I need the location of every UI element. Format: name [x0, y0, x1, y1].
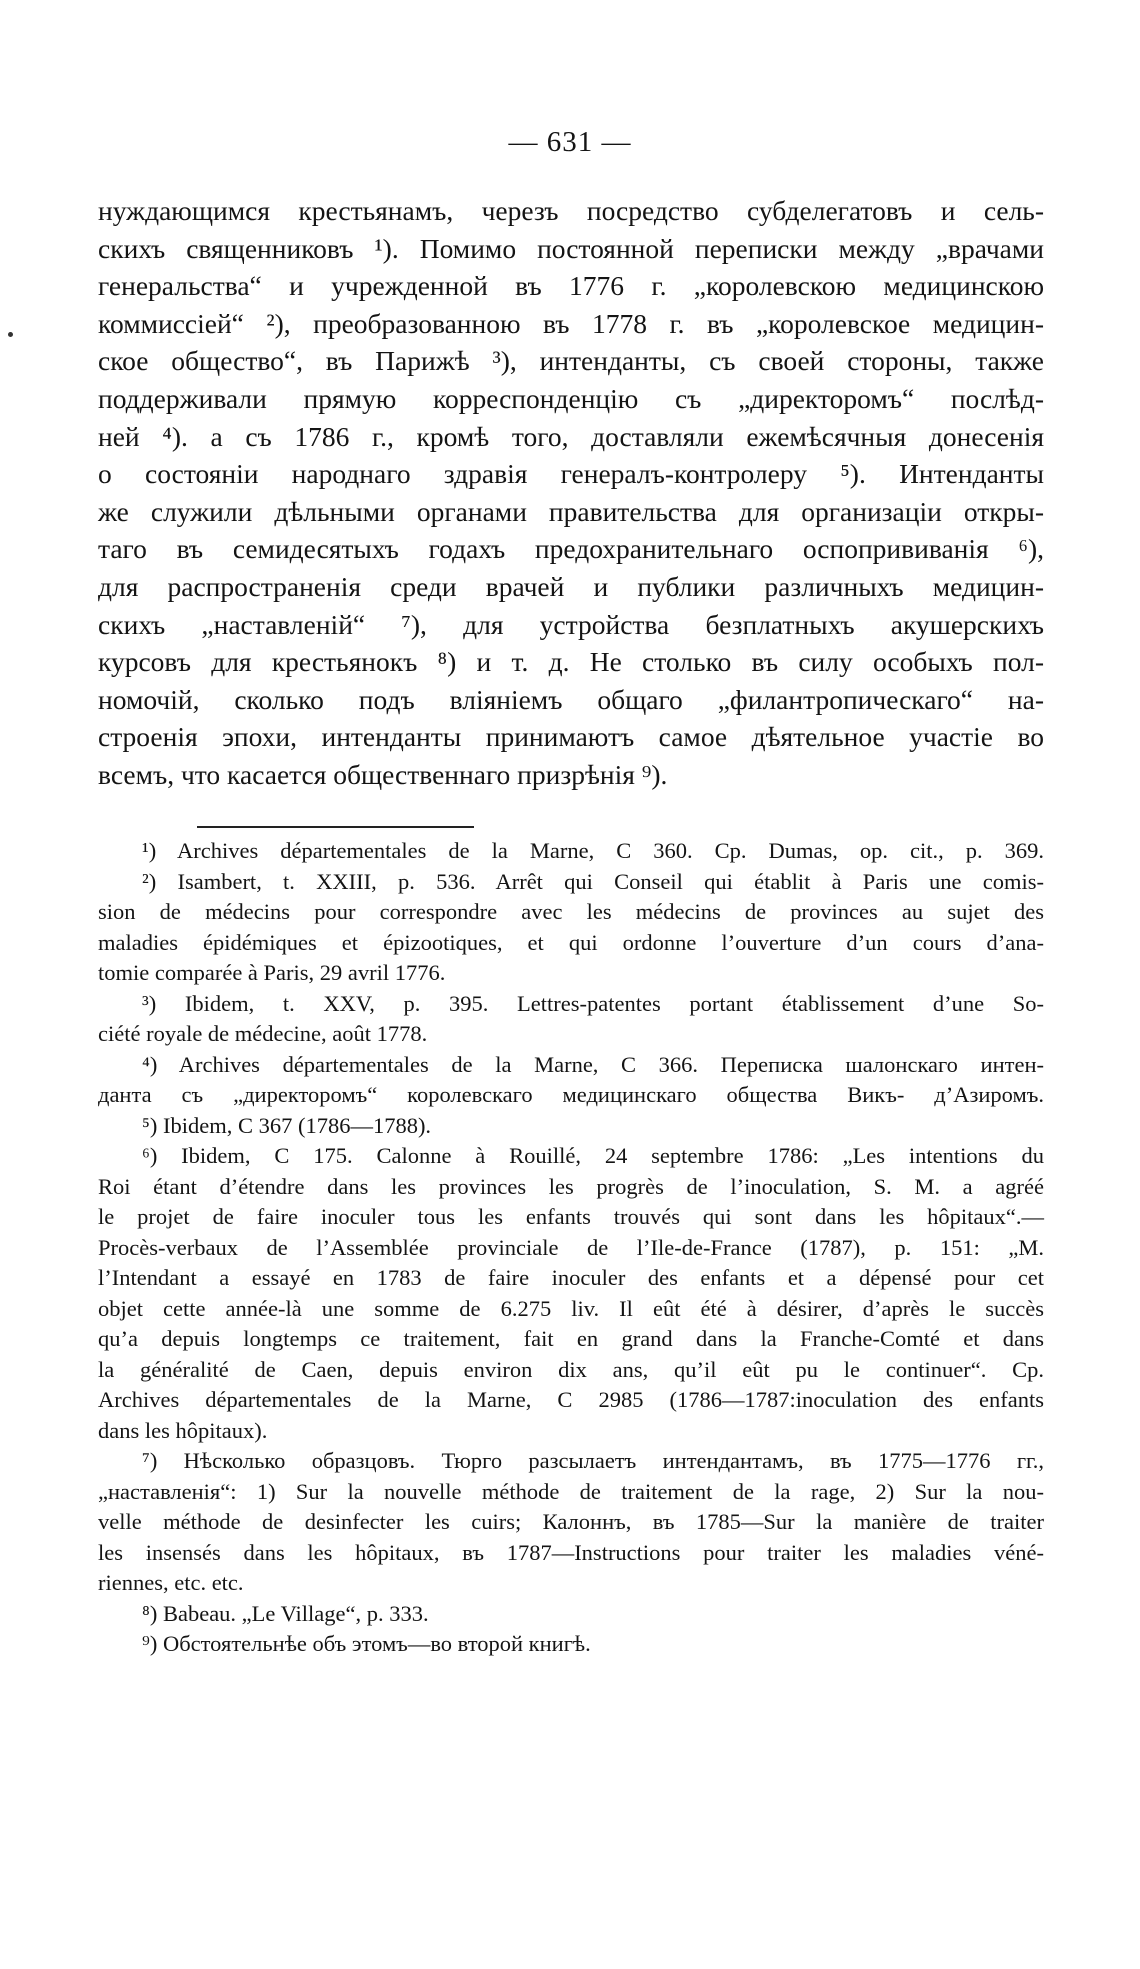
footnote-line: ⁴) Archives départementales de la Marne, C 366. Переписка шалонскаго интен- — [142, 1051, 1044, 1077]
footnote-line: l’Intendant a essayé en 1783 de faire inoculer des enfants et a dépensé pour cet — [98, 1265, 1044, 1290]
text-line: же служили дѣльными органами правительства для организаціи откры- — [98, 495, 1044, 527]
text-line: поддерживали прямую корреспонденцію съ „директоромъ“ послѣд- — [98, 382, 1044, 414]
text-line: генеральства“ и учрежденной въ 1776 г. „королевскою медицинскою — [98, 270, 1044, 302]
text-line: номочій, сколько подъ вліяніемъ общаго „филантропическаго“ на- — [98, 683, 1044, 715]
footnote-line: ⁸) Babeau. „Le Village“, p. 333. — [142, 1600, 429, 1626]
footnote-line: ²) Isambert, t. XXIII, p. 536. Arrêt qui Conseil qui établit à Paris une comis- — [142, 868, 1044, 894]
footnote-line: objet cette année-là une somme de 6.275 liv. Il eût été à désirer, d’après le succès — [98, 1295, 1044, 1321]
margin-mark — [8, 332, 13, 337]
text-line: скихъ священниковъ ¹). Помимо постоянной переписки между „врачами — [98, 232, 1044, 264]
text-line: для распространенія среди врачей и публики различныхъ медицин- — [98, 570, 1044, 602]
main-text — [98, 192, 1044, 794]
footnote-line: ⁶) Ibidem, C 175. Calonne à Rouillé, 24 septembre 1786: „Les intentions du — [142, 1143, 1044, 1168]
footnote-line: ¹) Archives départementales de la Marne, C 360. Cp. Dumas, op. cit., p. 369. — [142, 838, 1044, 863]
footnote-line: la généralité de Caen, depuis environ dix ans, qu’il eût pu le continuer“. Cp. — [98, 1356, 1044, 1382]
text-line: скихъ „наставленій“ ⁷), для устройства безплатныхъ акушерскихъ — [98, 608, 1044, 640]
footnote-line: ⁷) Нѣсколько образцовъ. Тюрго разсылаетъ интендантамъ, въ 1775—1776 гг., — [142, 1448, 1044, 1473]
text-line: нуждающимся крестьянамъ, черезъ посредство субделегатовъ и сель- — [98, 195, 1044, 226]
footnote-line: ⁹) Обстоятельнѣе объ этомъ—во второй книгѣ. — [142, 1631, 591, 1656]
footnote-line: dans les hôpitaux). — [98, 1417, 268, 1443]
page-number: — 631 — — [508, 126, 632, 158]
text-line: о состояніи народнаго здравія генералъ-контролеру ⁵). Интенданты — [98, 458, 1044, 490]
footnote-line: maladies épidémiques et épizootiques, et qui ordonne l’ouverture d’un cours d’ana- — [98, 929, 1044, 955]
footnote-line: tomie comparée à Paris, 29 avril 1776. — [98, 960, 446, 985]
footnote-divider — [197, 826, 474, 828]
footnote-line: Roi étant d’étendre dans les provinces les progrès de l’inoculation, S. M. a agréé — [98, 1173, 1044, 1199]
footnote-line: qu’a depuis longtemps ce traitement, fait en grand dans la Franche-Comté et dans — [98, 1326, 1044, 1351]
footnote-line: riennes, etc. etc. — [98, 1570, 244, 1595]
footnotes — [98, 836, 1044, 1660]
text-line: курсовъ для крестьянокъ ⁸) и т. д. Не столько въ силу особыхъ пол- — [98, 646, 1044, 678]
footnote-line: Procès-verbaux de l’Assemblée provinciale de l’Ile-de-France (1787), p. 151: „M. — [98, 1234, 1044, 1260]
text-line: таго въ семидесятыхъ годахъ предохранительнаго оспопрививанія ⁶), — [98, 533, 1044, 565]
footnote-line: ⁵) Ibidem, C 367 (1786—1788). — [142, 1112, 432, 1138]
footnote-line: velle méthode de desinfecter les cuirs; Калоннъ, въ 1785—Sur la manière de traiter — [98, 1509, 1044, 1534]
footnote-line: данта съ „директоромъ“ королевскаго медицинскаго общества Викъ- д’Азиромъ. — [98, 1082, 1044, 1107]
footnote-line: sion de médecins pour correspondre avec les médecins de provinces au sujet des — [98, 899, 1044, 924]
footnote-line: ³) Ibidem, t. XXV, p. 395. Lettres-patentes portant établissement d’une So- — [142, 990, 1044, 1016]
text-line: коммиссіей“ ²), преобразованною въ 1778 г. въ „королевское медицин- — [98, 307, 1044, 339]
footnote-line: les insensés dans les hôpitaux, въ 1787—Instructions pour traiter les maladies véné- — [98, 1539, 1044, 1565]
text-line: строенія эпохи, интенданты принимаютъ самое дѣятельное участіе во — [98, 721, 1044, 753]
footnote-line: ciété royale de médecine, août 1778. — [98, 1021, 428, 1046]
text-line: ское общество“, въ Парижѣ ³), интенданты, съ своей стороны, также — [98, 345, 1044, 377]
footnote-line: le projet de faire inoculer tous les enfants trouvés qui sont dans les hôpitaux“.— — [98, 1204, 1044, 1229]
text-line: ней ⁴). а съ 1786 г., кромѣ того, доставляли ежемѣсячныя донесенія — [98, 420, 1044, 452]
footnote-line: Archives départementales de la Marne, C 2985 (1786—1787:inoculation des enfants — [98, 1387, 1044, 1412]
text-line: всемъ, что касается общественнаго призрѣнія ⁹). — [98, 758, 668, 790]
footnote-line: „наставленія“: 1) Sur la nouvelle méthode de traitement de la rage, 2) Sur la nou- — [98, 1478, 1044, 1504]
